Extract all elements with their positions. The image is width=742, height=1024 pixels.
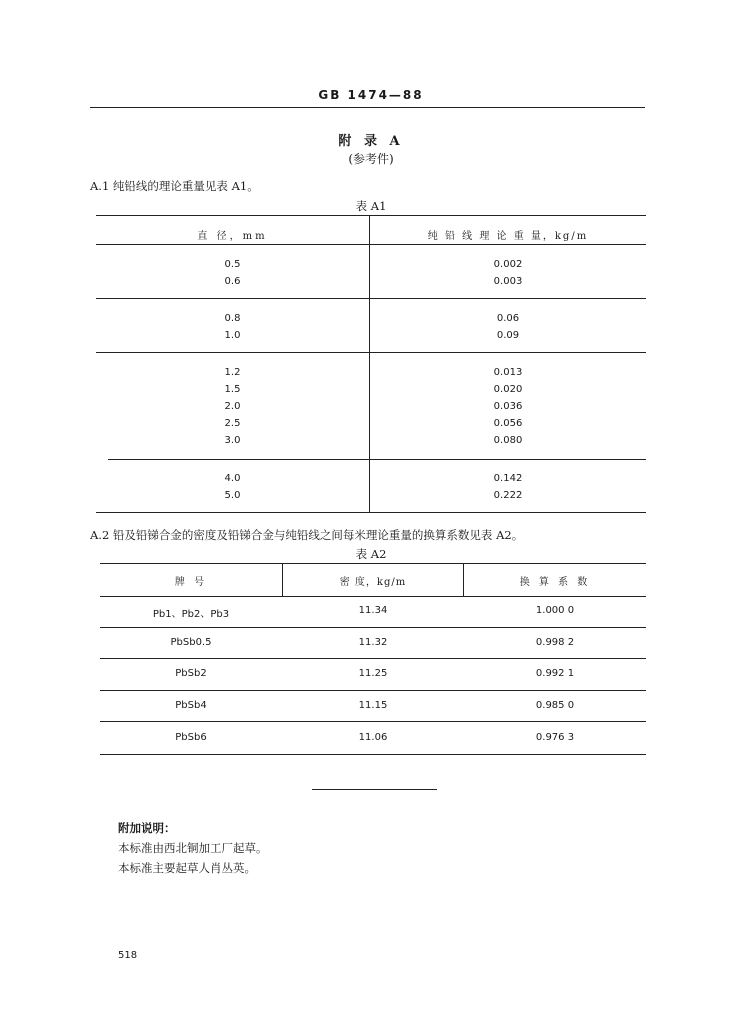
table-a2-header-rule [100, 596, 646, 597]
table-a1-weight: 0.06 [496, 313, 520, 324]
table-a2-row-rule [100, 690, 646, 691]
section-separator [312, 789, 437, 790]
table-a2-density: 11.15 [358, 700, 388, 711]
table-a1-diameter: 0.5 [224, 259, 241, 270]
table-a1-diameter: 0.8 [224, 313, 241, 324]
table-a2-header-grade: 牌 号 [174, 577, 208, 588]
table-a2-caption: 表 A2 [355, 547, 387, 561]
table-a2-header-density: 密 度，kg/m [339, 577, 407, 588]
table-a1-diameter: 1.5 [224, 384, 241, 395]
appendix-subtitle: (参考件) [348, 152, 394, 166]
header-rule [90, 107, 645, 108]
table-a1-weight: 0.222 [493, 490, 523, 501]
table-a1-diameter: 2.0 [224, 401, 241, 412]
table-a1-diameter: 5.0 [224, 490, 241, 501]
table-a1-weight: 0.020 [493, 384, 523, 395]
table-a1-group-rule [96, 298, 646, 299]
table-a1-weight: 0.09 [496, 330, 520, 341]
table-a2-row-rule [100, 658, 646, 659]
table-a2-header-factor: 换 算 系 数 [519, 577, 591, 588]
table-a2-factor: 0.976 3 [535, 732, 575, 743]
table-a1-diameter: 0.6 [224, 276, 241, 287]
table-a1-caption: 表 A1 [355, 199, 387, 213]
section-a1-text: A.1 纯铅线的理论重量见表 A1。 [90, 179, 259, 193]
table-a2-grade: PbSb4 [175, 700, 207, 711]
standard-code: GB 1474—88 [318, 88, 424, 102]
table-a2-grade: PbSb2 [175, 668, 207, 679]
table-a2-grade: PbSb0.5 [170, 637, 212, 648]
table-a1-header-weight: 纯 铅 线 理 论 重 量，kg/m [427, 231, 589, 242]
table-a2-factor: 0.992 1 [535, 668, 575, 679]
table-a2-factor: 0.985 0 [535, 700, 575, 711]
section-a2-text: A.2 铅及铅锑合金的密度及铅锑合金与纯铅线之间每米理论重量的换算系数见表 A2。 [90, 528, 524, 542]
table-a2-top-rule [100, 563, 646, 564]
table-a2-grade: PbSb6 [175, 732, 207, 743]
table-a1-diameter: 1.2 [224, 367, 241, 378]
table-a2-row-rule [100, 627, 646, 628]
table-a2-row-rule [100, 721, 646, 722]
table-a1-weight: 0.013 [493, 367, 523, 378]
table-a1-weight: 0.003 [493, 276, 523, 287]
additional-notes [118, 818, 268, 878]
table-a1-weight: 0.036 [493, 401, 523, 412]
table-a1-weight: 0.056 [493, 418, 523, 429]
table-a1-diameter: 2.5 [224, 418, 241, 429]
table-a1-bottom-rule [96, 512, 646, 513]
table-a1-diameter: 1.0 [224, 330, 241, 341]
table-a1-weight: 0.142 [493, 473, 523, 484]
notes-line: 本标准由西北铜加工厂起草。 [118, 841, 268, 855]
page-number: 518 [118, 950, 138, 961]
table-a1-weight: 0.002 [493, 259, 523, 270]
table-a1-top-rule [96, 215, 646, 216]
table-a1-diameter: 4.0 [224, 473, 241, 484]
table-a2-density: 11.06 [358, 732, 388, 743]
table-a2-grade: Pb1、Pb2、Pb3 [152, 609, 230, 620]
table-a2-factor: 0.998 2 [535, 637, 575, 648]
table-a1-weight: 0.080 [493, 435, 523, 446]
table-a2-density: 11.32 [358, 637, 388, 648]
table-a2-density: 11.34 [358, 605, 388, 616]
notes-line: 本标准主要起草人肖丛英。 [118, 861, 256, 875]
table-a1-group-rule [96, 352, 646, 353]
notes-title: 附加说明： [118, 821, 176, 835]
table-a1-header-rule [96, 244, 646, 245]
table-a1-group-rule [108, 459, 646, 460]
table-a2-density: 11.25 [358, 668, 388, 679]
table-a2-bottom-rule [100, 754, 646, 755]
appendix-title: 附 录 A [338, 134, 404, 149]
table-a1-header-diameter: 直 径，mm [197, 231, 268, 242]
table-a1-diameter: 3.0 [224, 435, 241, 446]
table-a2-factor: 1.000 0 [535, 605, 575, 616]
